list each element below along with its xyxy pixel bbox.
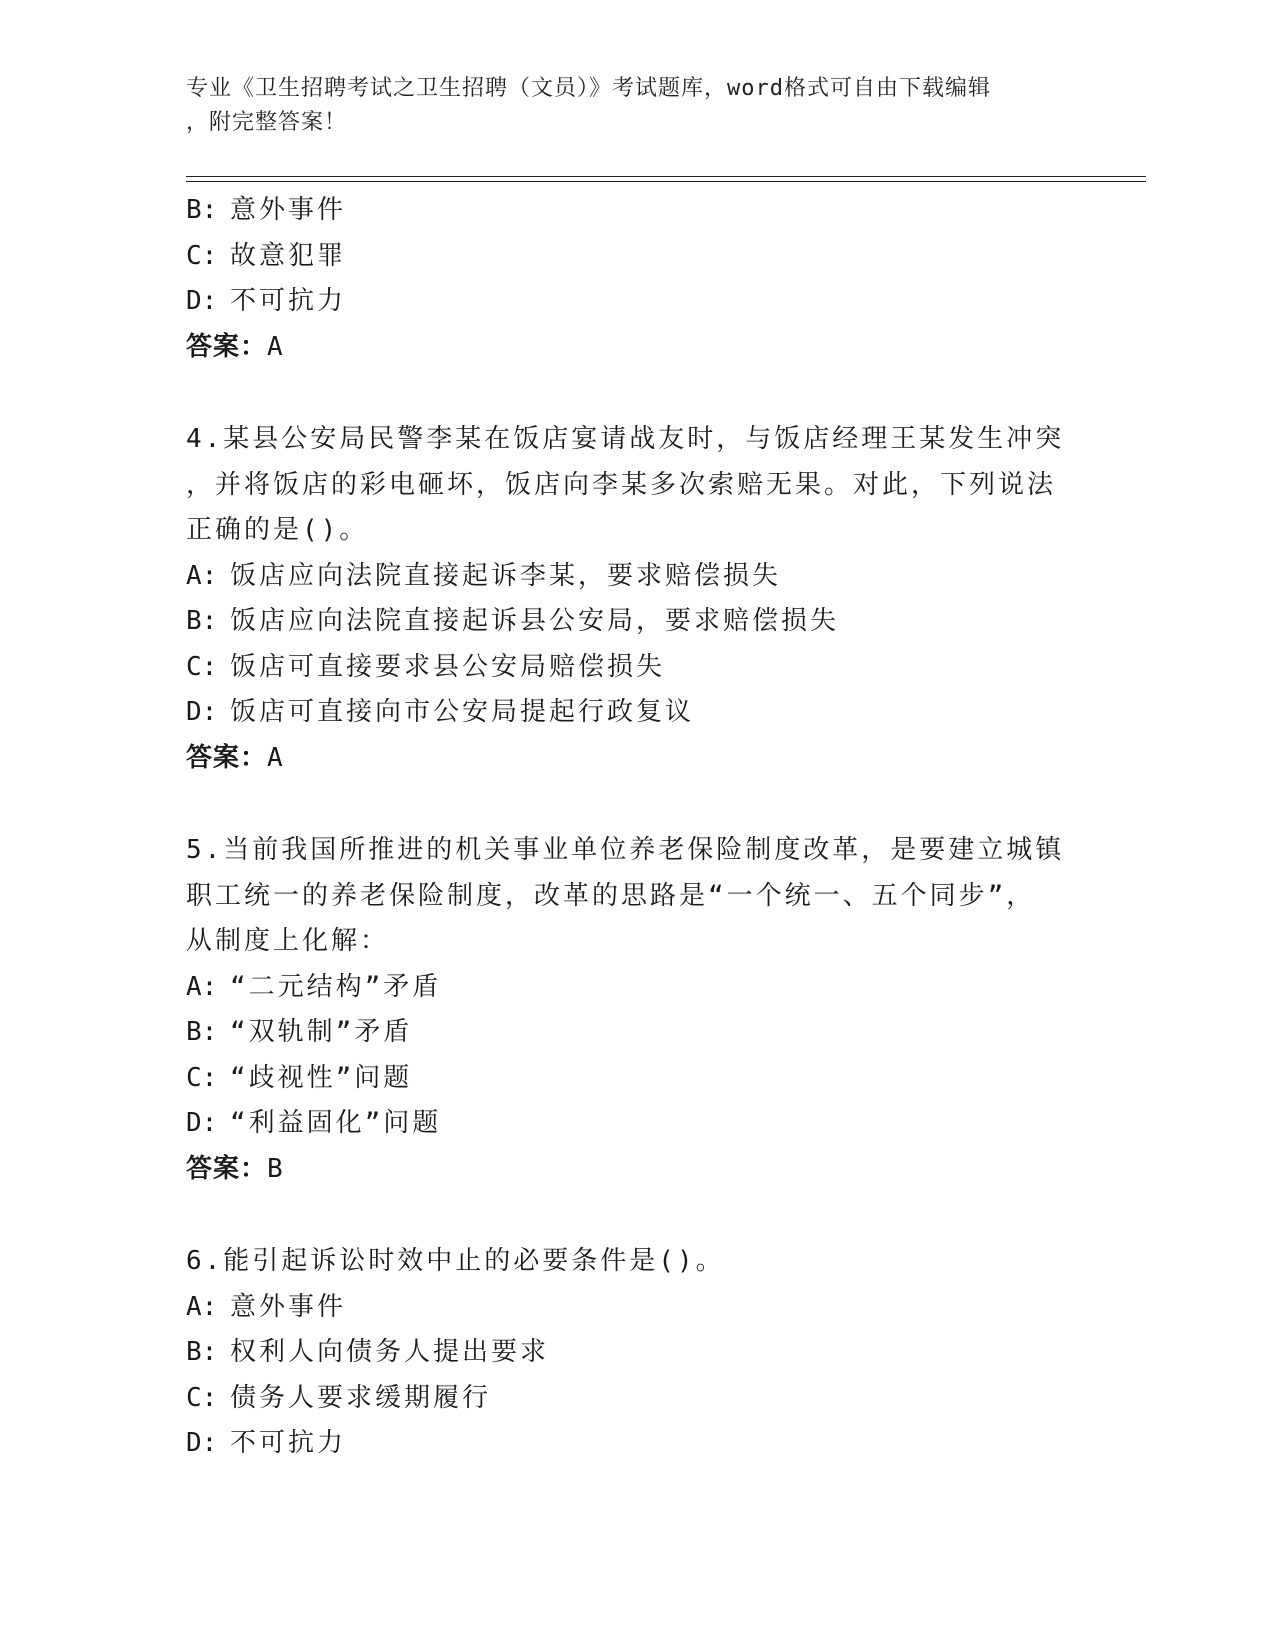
- option-label: C:: [186, 1062, 218, 1093]
- question-spacer: [186, 781, 1086, 828]
- option-text: 权利人向债务人提出要求: [230, 1337, 550, 1367]
- option-d: [186, 279, 1086, 325]
- answer-value: A: [267, 331, 283, 362]
- option-label: D:: [186, 286, 218, 316]
- question-6: [186, 1239, 1086, 1467]
- question-stem-line: 从制度上化解：: [186, 926, 390, 956]
- option-text: 意外事件: [230, 1291, 347, 1322]
- option-label: C:: [186, 1382, 218, 1413]
- option-text: 故意犯罪: [230, 240, 347, 271]
- option-c: [186, 1056, 1086, 1102]
- option-d: [186, 1421, 1086, 1467]
- option-text: 饭店应向法院直接起诉李某，要求赔偿损失: [230, 560, 782, 591]
- option-c: [186, 1376, 1086, 1422]
- option-label: A:: [186, 971, 218, 1002]
- option-label: C:: [186, 651, 218, 682]
- option-b: [186, 1330, 1086, 1376]
- header-line-1: 专业《卫生招聘考试之卫生招聘（文员）》考试题库，word格式可自由下载编辑: [186, 76, 991, 101]
- question-5: [186, 828, 1086, 1192]
- option-label: A:: [186, 560, 218, 591]
- option-text: 不可抗力: [230, 286, 347, 316]
- question-stem-line: ，并将饭店的彩电砸坏，饭店向李某多次索赔无果。对此，下列说法: [186, 469, 1057, 500]
- question-spacer: [186, 1192, 1086, 1239]
- option-b: [186, 599, 1086, 645]
- option-text: 饭店应向法院直接起诉县公安局，要求赔偿损失: [230, 606, 840, 636]
- option-text: 饭店可直接向市公安局提起行政复议: [230, 697, 695, 727]
- option-text: 不可抗力: [230, 1428, 347, 1458]
- answer-label: 答案：: [186, 1153, 268, 1184]
- option-text: 债务人要求缓期履行: [230, 1382, 492, 1413]
- header-divider-top: [186, 176, 1146, 177]
- option-text: 意外事件: [230, 195, 347, 225]
- answer-line: [186, 325, 1086, 371]
- option-b: [186, 1010, 1086, 1056]
- question-3: [186, 188, 1086, 370]
- option-label: D:: [186, 1428, 218, 1458]
- option-label: D:: [186, 697, 218, 727]
- header-divider-bottom: [186, 181, 1146, 182]
- option-label: A:: [186, 1291, 218, 1322]
- answer-line: [186, 1147, 1086, 1193]
- answer-line: [186, 736, 1086, 782]
- question-stem-line: 职工统一的养老保险制度，改革的思路是“一个统一、五个同步”，: [186, 880, 1036, 911]
- answer-label: 答案：: [186, 742, 268, 773]
- option-a: [186, 554, 1086, 600]
- option-text: “歧视性”问题: [230, 1062, 413, 1093]
- option-text: “二元结构”矛盾: [230, 971, 442, 1002]
- question-stem-line: 4.某县公安局民警李某在饭店宴请战友时，与饭店经理王某发生冲突: [186, 424, 1065, 454]
- header-line-2: ，附完整答案！: [186, 110, 348, 135]
- question-stem-line: 正确的是()。: [186, 515, 369, 545]
- document-header: [186, 72, 1066, 140]
- option-text: “双轨制”矛盾: [230, 1017, 413, 1047]
- option-label: B:: [186, 1337, 218, 1367]
- answer-label: 答案：: [186, 331, 268, 362]
- question-4: [186, 417, 1086, 781]
- option-d: [186, 690, 1086, 736]
- question-list: [186, 188, 1086, 1467]
- option-c: [186, 645, 1086, 691]
- answer-value: B: [267, 1153, 283, 1184]
- option-label: D:: [186, 1108, 218, 1138]
- question-stem-line: 5.当前我国所推进的机关事业单位养老保险制度改革，是要建立城镇: [186, 835, 1065, 865]
- option-text: 饭店可直接要求县公安局赔偿损失: [230, 651, 666, 682]
- option-c: [186, 234, 1086, 280]
- option-label: B:: [186, 1017, 218, 1047]
- answer-value: A: [267, 742, 283, 773]
- option-label: B:: [186, 606, 218, 636]
- option-a: [186, 965, 1086, 1011]
- option-label: C:: [186, 240, 218, 271]
- option-d: [186, 1101, 1086, 1147]
- question-spacer: [186, 370, 1086, 417]
- option-label: B:: [186, 195, 218, 225]
- option-b: [186, 188, 1086, 234]
- option-text: “利益固化”问题: [230, 1108, 442, 1138]
- option-a: [186, 1285, 1086, 1331]
- question-stem-line: 6.能引起诉讼时效中止的必要条件是()。: [186, 1246, 725, 1276]
